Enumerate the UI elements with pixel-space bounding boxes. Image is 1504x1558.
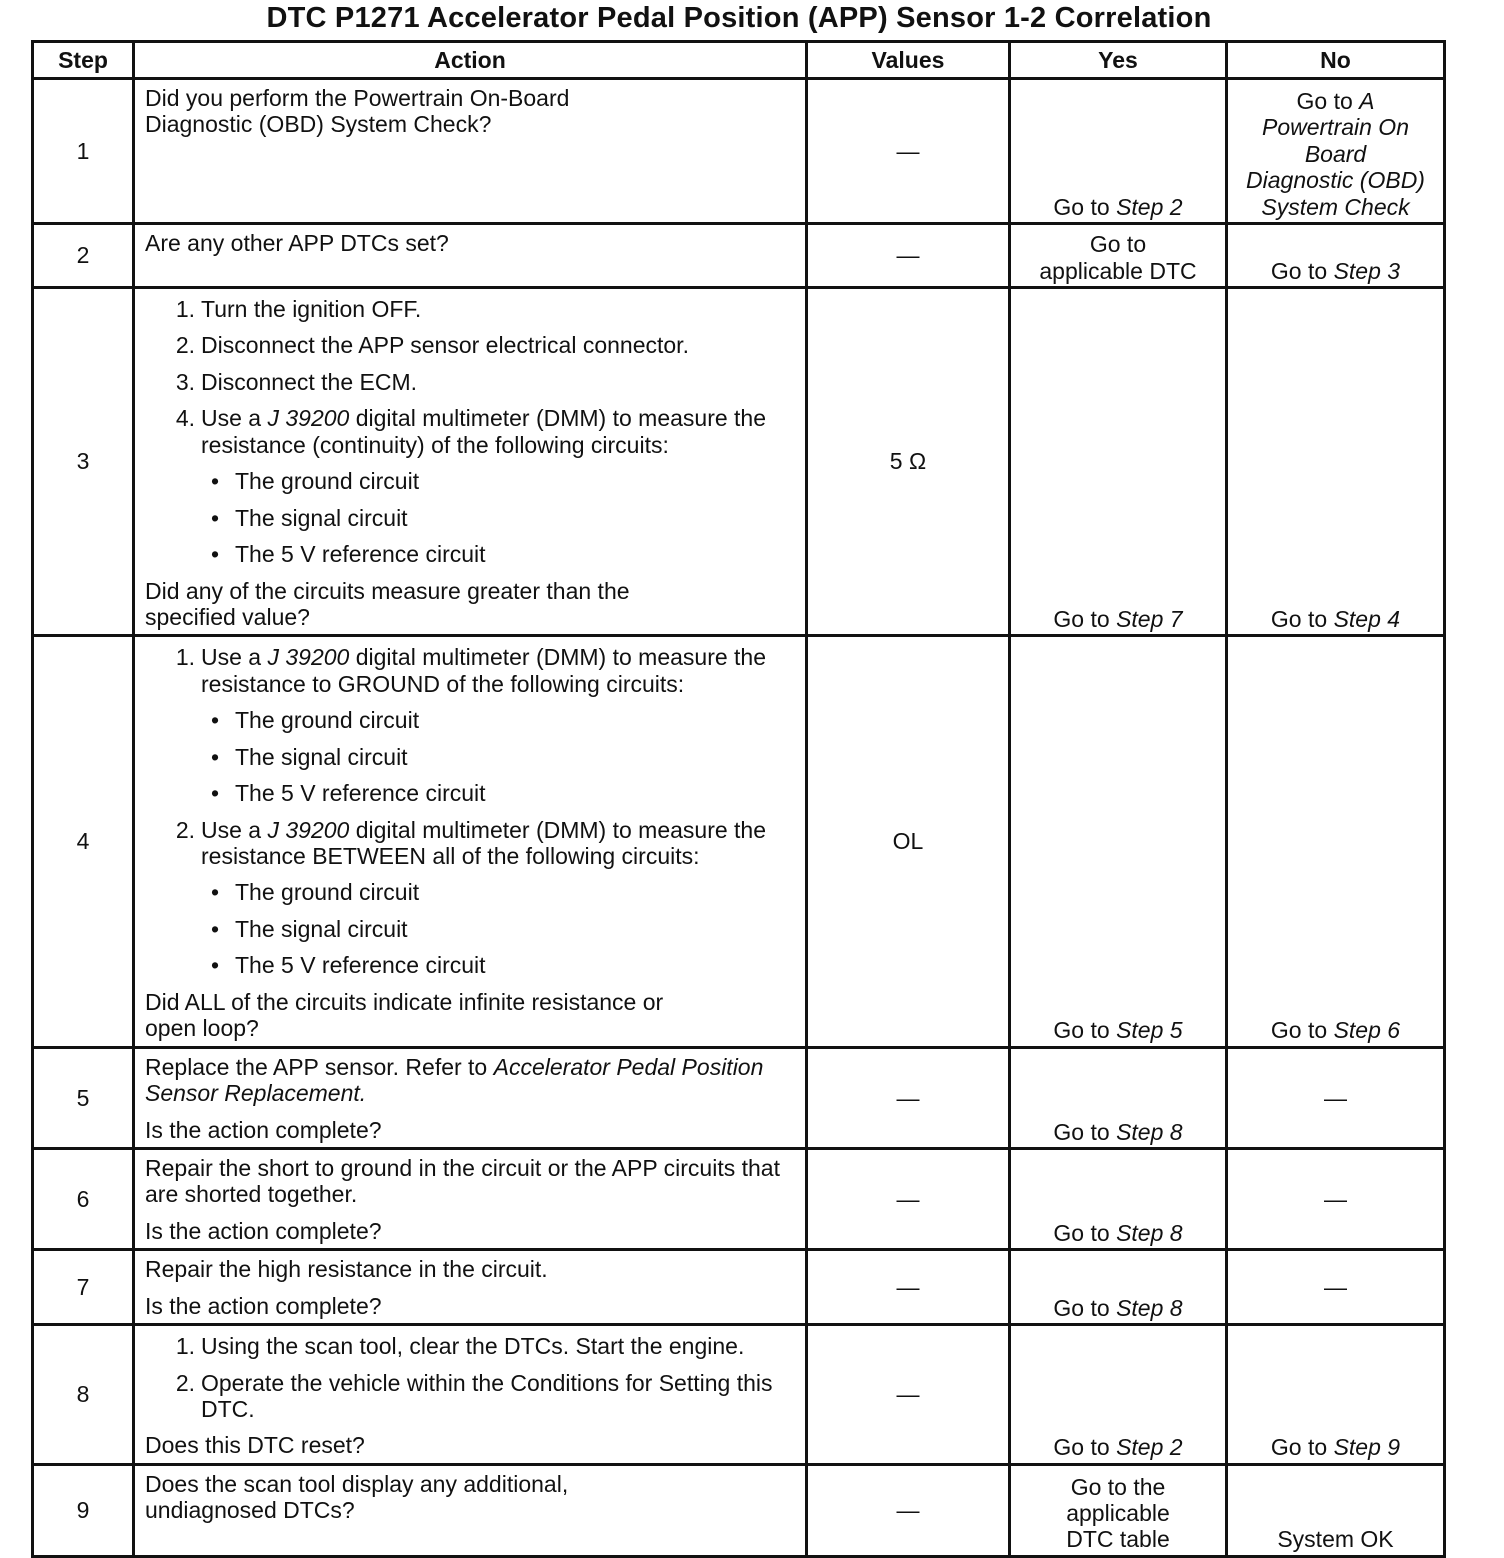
header-no: No xyxy=(1227,42,1445,79)
step-number: 8 xyxy=(33,1325,134,1465)
no-line: Board xyxy=(1304,140,1367,167)
no-cell: — xyxy=(1227,1250,1445,1325)
table-row xyxy=(33,1325,1445,1465)
numbered-item: 1. Turn the ignition OFF. xyxy=(175,296,422,322)
page-title: DTC P1271 Accelerator Pedal Position (APP) Sensor 1-2 Correlation xyxy=(266,2,1212,34)
step-ref: Step 7 xyxy=(1116,605,1183,632)
step-number: 5 xyxy=(33,1047,134,1148)
yes-cell xyxy=(1010,79,1227,224)
no-cell xyxy=(1227,224,1445,288)
step-number: 2 xyxy=(33,224,134,288)
yes-line: Go to xyxy=(1089,231,1147,258)
yes-line: applicable DTC xyxy=(1039,257,1197,284)
action-cell xyxy=(134,224,807,288)
bullet-item: • The ground circuit xyxy=(145,468,795,494)
yes-cell xyxy=(1010,1047,1227,1148)
step-number: 3 xyxy=(33,288,134,636)
yes-cell xyxy=(1010,1250,1227,1325)
action-cell xyxy=(134,1250,807,1325)
table-row xyxy=(33,1047,1445,1148)
action-cell xyxy=(134,1325,807,1465)
goto-text: Go to xyxy=(1270,1434,1328,1461)
action-question: Did you perform the Powertrain On-Board Diagnostic (OBD) System Check? xyxy=(145,85,570,138)
value-cell: 5 Ω xyxy=(807,288,1010,636)
action-cell xyxy=(134,1148,807,1249)
step-ref: Step 8 xyxy=(1116,1219,1183,1246)
value-cell: — xyxy=(807,79,1010,224)
yes-line: DTC table xyxy=(1066,1526,1170,1553)
table-row xyxy=(33,636,1445,1047)
header-values: Values xyxy=(807,42,1010,79)
header-yes: Yes xyxy=(1010,42,1227,79)
value-cell: — xyxy=(807,1148,1010,1249)
no-cell: — xyxy=(1227,1047,1445,1148)
bullet-item: • The 5 V reference circuit xyxy=(145,780,795,806)
no-cell: — xyxy=(1227,1148,1445,1249)
yes-cell xyxy=(1010,1464,1227,1556)
action-cell xyxy=(134,1464,807,1556)
action-cell xyxy=(134,1047,807,1148)
action-question: Did ALL of the circuits indicate infinite resistance or open loop? xyxy=(145,988,664,1042)
goto-text: Go to xyxy=(1270,605,1328,632)
action-text: Repair the high resistance in the circuit. xyxy=(145,1256,548,1283)
yes-cell xyxy=(1010,636,1227,1047)
yes-line: Go to the xyxy=(1070,1473,1166,1500)
no-line: System Check xyxy=(1261,193,1410,220)
action-question: Is the action complete? xyxy=(145,1217,382,1244)
bullet-item: • The signal circuit xyxy=(145,916,795,942)
action-question: Did any of the circuits measure greater than the specified value? xyxy=(145,577,630,630)
goto-text: Go to xyxy=(1053,1294,1110,1321)
table-row xyxy=(33,1250,1445,1325)
value-cell: OL xyxy=(807,636,1010,1047)
action-cell xyxy=(134,79,807,224)
step-ref: Step 6 xyxy=(1333,1017,1401,1044)
bullet-item: • The signal circuit xyxy=(145,505,795,531)
header-action: Action xyxy=(134,42,807,79)
numbered-item: 2. Use a J 39200 digital multimeter (DMM) to measure the resistance BETWEEN all of the following circuits: xyxy=(175,816,767,869)
no-line: Powertrain On xyxy=(1261,114,1409,141)
no-cell xyxy=(1227,1325,1445,1465)
no-cell xyxy=(1227,636,1445,1047)
step-ref: Step 3 xyxy=(1333,257,1401,284)
action-text: Replace the APP sensor. Refer to Accelerator Pedal Position Sensor Replacement. xyxy=(145,1053,764,1107)
action-question: Does this DTC reset? xyxy=(145,1432,365,1459)
bullet-item: • The 5 V reference circuit xyxy=(145,952,795,978)
step-ref: Step 5 xyxy=(1116,1017,1183,1044)
goto-text: Go to xyxy=(1270,257,1328,284)
table-row xyxy=(33,288,1445,636)
numbered-item: 2. Operate the vehicle within the Conditions for Setting this DTC. xyxy=(175,1369,773,1422)
value-cell: — xyxy=(807,1464,1010,1556)
header-row xyxy=(33,42,1445,79)
action-question: Is the action complete? xyxy=(145,1292,382,1319)
goto-text: Go to xyxy=(1270,1017,1328,1044)
diagnostic-table xyxy=(31,40,1446,1558)
yes-cell xyxy=(1010,224,1227,288)
goto-text: Go to xyxy=(1053,1219,1110,1246)
value-cell: — xyxy=(807,224,1010,288)
no-line: Diagnostic (OBD) xyxy=(1246,167,1425,194)
numbered-item: 1. Use a J 39200 digital multimeter (DMM) to measure the resistance to GROUND of the following circuits: xyxy=(175,644,767,697)
goto-text: Go to xyxy=(1053,193,1110,220)
numbered-item: 2. Disconnect the APP sensor electrical connector. xyxy=(175,332,689,359)
numbered-item: 3. Disconnect the ECM. xyxy=(175,368,418,395)
header-step: Step xyxy=(33,42,134,79)
value-cell: — xyxy=(807,1325,1010,1465)
no-cell xyxy=(1227,288,1445,636)
value-cell: — xyxy=(807,1250,1010,1325)
goto-text: Go to xyxy=(1053,605,1110,632)
table-row xyxy=(33,224,1445,288)
step-number: 7 xyxy=(33,1250,134,1325)
goto-text: Go to xyxy=(1053,1118,1110,1145)
bullet-item: • The ground circuit xyxy=(145,879,795,905)
step-ref: Step 2 xyxy=(1116,1434,1183,1461)
bullet-item: • The 5 V reference circuit xyxy=(145,541,795,567)
yes-line: applicable xyxy=(1066,1500,1170,1526)
step-ref: Step 4 xyxy=(1333,605,1401,632)
step-ref: Step 8 xyxy=(1116,1294,1183,1321)
no-line: Go to A xyxy=(1296,87,1375,114)
step-ref: Step 9 xyxy=(1333,1434,1401,1461)
action-text: Repair the short to ground in the circuit or the APP circuits that are shorted together. xyxy=(145,1154,780,1208)
action-cell xyxy=(134,288,807,636)
action-question: Are any other APP DTCs set? xyxy=(145,230,449,256)
step-number: 4 xyxy=(33,636,134,1047)
action-question: Does the scan tool display any additional, undiagnosed DTCs? xyxy=(145,1470,569,1524)
step-ref: Step 2 xyxy=(1116,193,1183,220)
table-row xyxy=(33,1148,1445,1249)
goto-text: Go to xyxy=(1053,1017,1110,1044)
bullet-item: • The ground circuit xyxy=(145,707,795,733)
step-number: 1 xyxy=(33,79,134,224)
step-number: 9 xyxy=(33,1464,134,1556)
step-ref: Step 8 xyxy=(1116,1118,1183,1145)
value-cell: — xyxy=(807,1047,1010,1148)
action-cell xyxy=(134,636,807,1047)
step-number: 6 xyxy=(33,1148,134,1249)
table-row xyxy=(33,1464,1445,1556)
numbered-item: 4. Use a J 39200 digital multimeter (DMM) to measure the resistance (continuity) of the following circuits: xyxy=(175,405,767,458)
yes-cell xyxy=(1010,1325,1227,1465)
table-row xyxy=(33,79,1445,224)
no-cell: System OK xyxy=(1227,1464,1445,1556)
yes-cell xyxy=(1010,288,1227,636)
no-cell xyxy=(1227,79,1445,224)
yes-cell xyxy=(1010,1148,1227,1249)
action-question: Is the action complete? xyxy=(145,1116,382,1143)
numbered-item: 1. Using the scan tool, clear the DTCs. Start the engine. xyxy=(175,1333,745,1360)
goto-text: Go to xyxy=(1053,1434,1110,1461)
bullet-item: • The signal circuit xyxy=(145,744,795,770)
